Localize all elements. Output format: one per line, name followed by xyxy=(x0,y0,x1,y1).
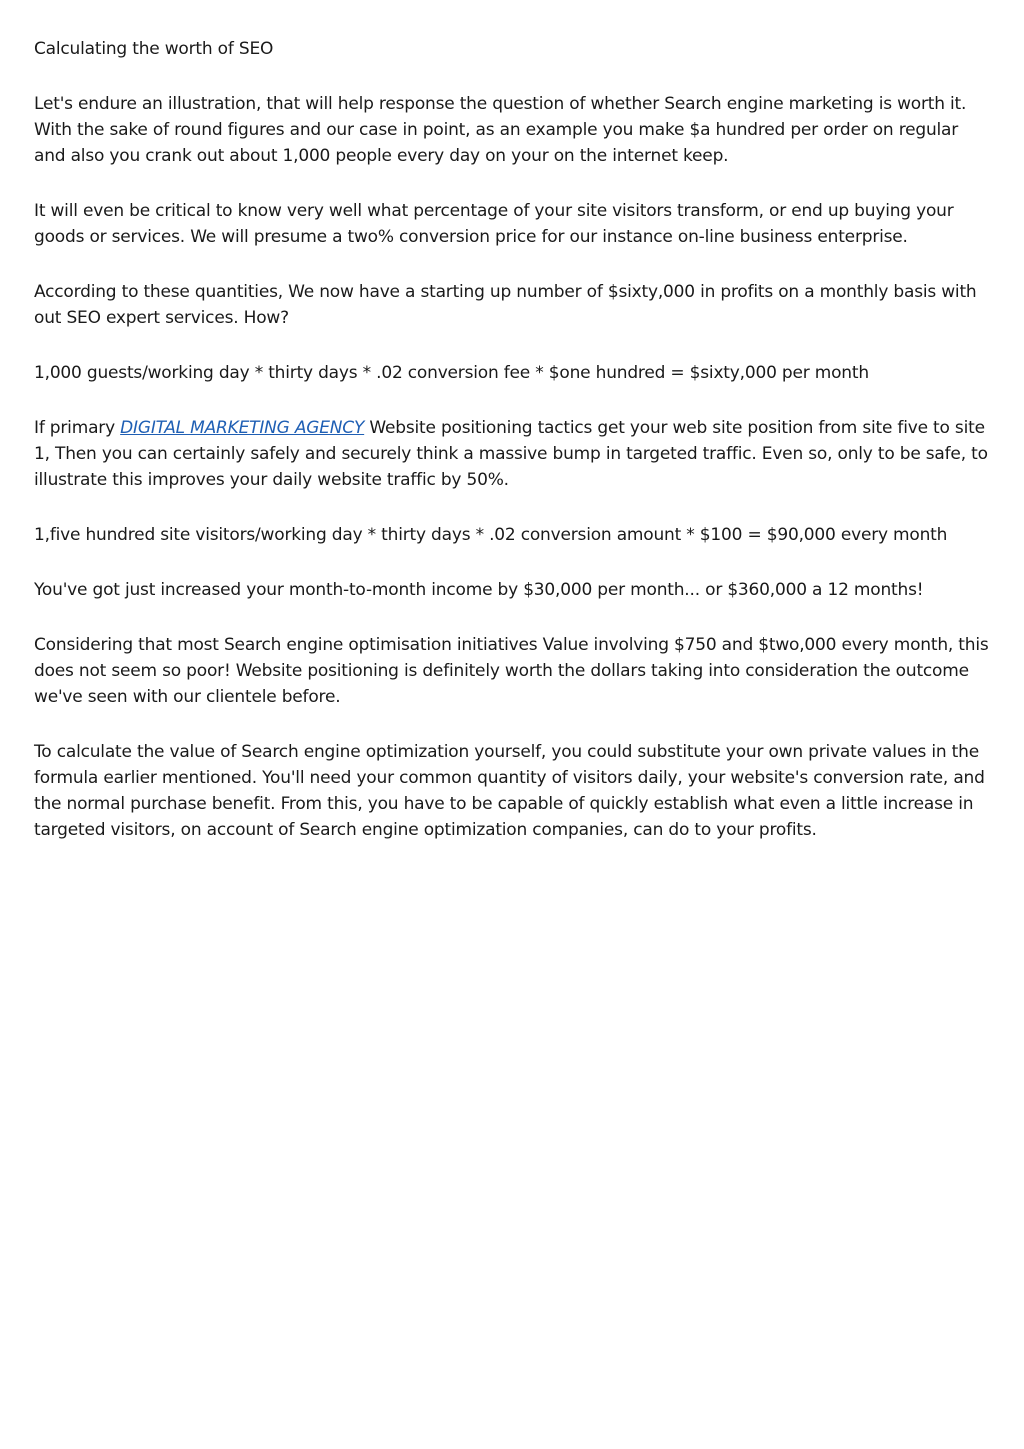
paragraph-cost: Considering that most Search engine optimisation initiatives Value involving $750 and $two,000 every month, this does not seem so poor! Website positioning is definitely worth the dollars taking into consideration the outcome we've seen with our clientele before. xyxy=(34,635,989,707)
document-title: Calculating the worth of SEO xyxy=(34,39,274,59)
paragraph-calculate: To calculate the value of Search engine optimization yourself, you could substitute your own private values in the formula earlier mentioned. You'll need your common quantity of visitors daily, your website's conversion rate, and the normal purchase benefit. From this, you have to be capable of quickly establish what even a little increase in targeted visitors, on account of Search engine optimization companies, can do to your profits. xyxy=(34,742,985,840)
paragraph-baseline: According to these quantities, We now have a starting up number of $sixty,000 in profits on a monthly basis with out SEO expert services. How? xyxy=(34,282,977,328)
document-body xyxy=(34,36,992,872)
paragraph-increase: You've got just increased your month-to-month income by $30,000 per month... or $360,000 a 12 months! xyxy=(34,580,924,600)
formula-baseline: 1,000 guests/working day * thirty days * .02 conversion fee * $one hundred = $sixty,000 per month xyxy=(34,363,869,383)
digital-marketing-agency-link[interactable]: DIGITAL MARKETING AGENCY xyxy=(120,418,365,438)
paragraph-intro: Let's endure an illustration, that will help response the question of whether Search engine marketing is worth it. With the sake of round figures and our case in point, as an example you make $a hundred per order on regular and also you crank out about 1,000 people every day on your on the internet keep. xyxy=(34,94,967,166)
paragraph-ranking xyxy=(34,415,992,493)
paragraph-ranking-lead: If primary xyxy=(34,418,121,438)
paragraph-ranking-rest: Website positioning tactics get your web site position from site five to site 1, Then you can certainly safely and securely think a massive bump in targeted traffic. Even so, only to be safe, to illustrate this improves your daily website traffic by 50%. xyxy=(34,418,988,490)
paragraph-conversion: It will even be critical to know very well what percentage of your site visitors transform, or end up buying your goods or services. We will presume a two% conversion price for our instance on-line business enterprise. xyxy=(34,201,954,247)
formula-improved: 1,five hundred site visitors/working day * thirty days * .02 conversion amount * $100 = $90,000 every month xyxy=(34,525,948,545)
